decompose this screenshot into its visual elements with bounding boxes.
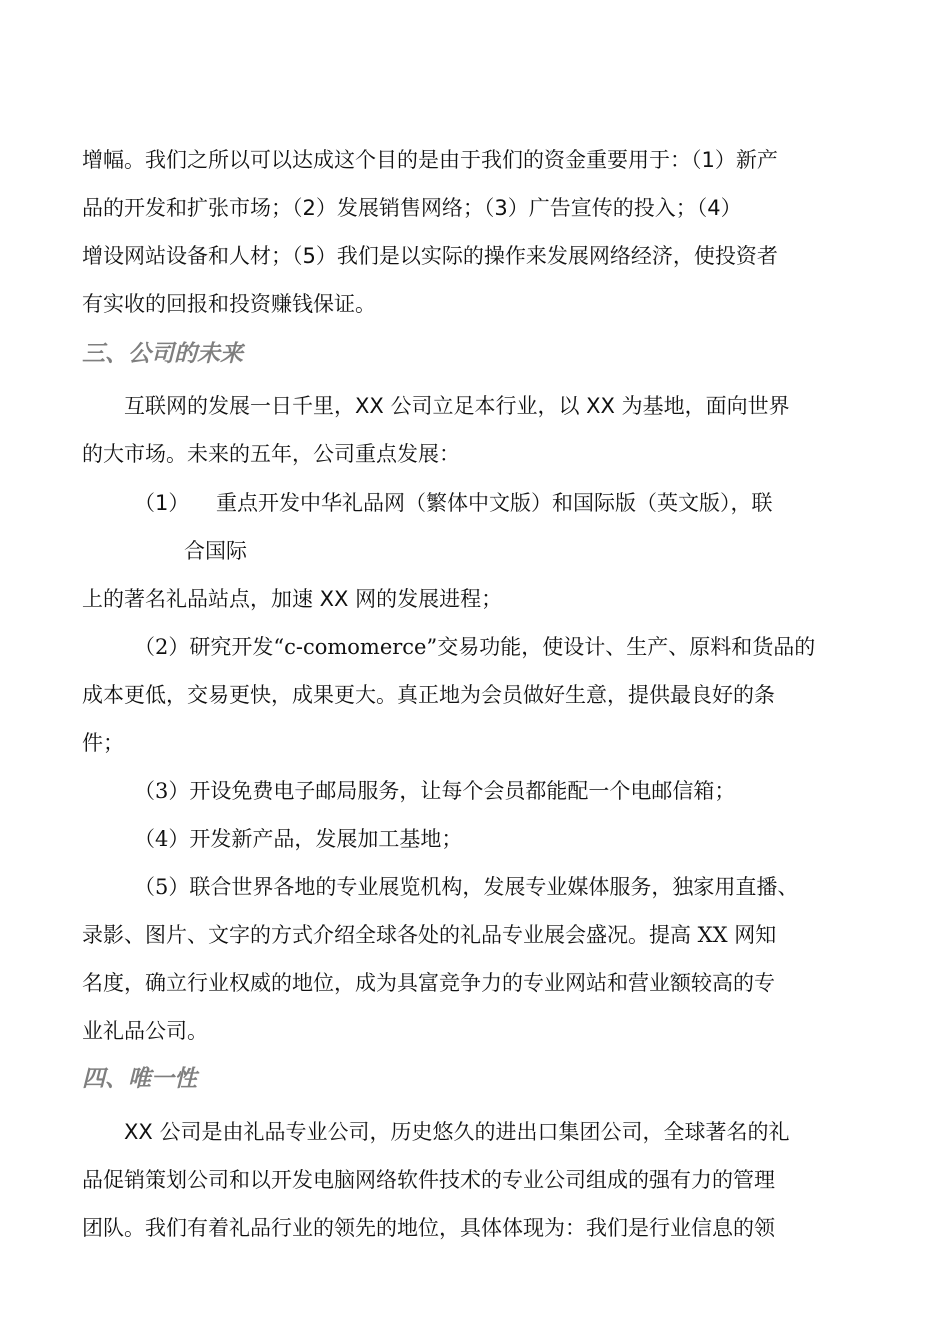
paragraph-line: 上的著名礼品站点，加速 XX 网的发展进程； [82, 587, 503, 611]
paragraph-line: 品的开发和扩张市场；（2）发展销售网络；（3）广告宣传的投入；（4） [82, 196, 742, 220]
section-heading-future: 三、公司的未来 [82, 341, 243, 367]
paragraph-line: 团队。我们有着礼品行业的领先的地位，具体体现为：我们是行业信息的领 [82, 1216, 775, 1240]
paragraph-line: 品促销策划公司和以开发电脑网络软件技术的专业公司组成的强有力的管理 [82, 1168, 775, 1192]
list-item-text: 合国际 [184, 539, 247, 563]
paragraph-line: 的大市场。未来的五年，公司重点发展： [82, 442, 460, 466]
paragraph-line: 有实收的回报和投资赚钱保证。 [82, 292, 376, 316]
paragraph-line: 录影、图片、文字的方式介绍全球各处的礼品专业展会盛况。提高 XX 网知 [82, 923, 777, 947]
section-heading-uniqueness: 四、唯一性 [82, 1066, 197, 1092]
paragraph-line: 互联网的发展一日千里，XX 公司立足本行业，以 XX 为基地，面向世界 [124, 394, 790, 418]
paragraph-line: 增设网站设备和人材；（5）我们是以实际的操作来发展网络经济，使投资者 [82, 244, 778, 268]
list-item-text: （4）开发新产品，发展加工基地； [134, 827, 463, 851]
paragraph-line: 名度，确立行业权威的地位，成为具富竞争力的专业网站和营业额较高的专 [82, 971, 775, 995]
paragraph-line: 业礼品公司。 [82, 1019, 208, 1043]
list-item-text: （5）联合世界各地的专业展览机构，发展专业媒体服务，独家用直播、 [134, 875, 799, 899]
list-item-text: （2）研究开发“c-comomerce”交易功能，使设计、生产、原料和货品的 [134, 635, 816, 659]
paragraph-line: 件； [82, 731, 124, 755]
list-item-text: 重点开发中华礼品网（繁体中文版）和国际版（英文版），联 [216, 491, 773, 515]
paragraph-line: XX 公司是由礼品专业公司，历史悠久的进出口集团公司，全球著名的礼 [124, 1120, 790, 1144]
paragraph-line: 增幅。我们之所以可以达成这个目的是由于我们的资金重要用于：（1）新产 [82, 148, 778, 172]
list-number: （1） [134, 491, 190, 515]
paragraph-line: 成本更低，交易更快，成果更大。真正地为会员做好生意，提供最良好的条 [82, 683, 775, 707]
list-item-text: （3）开设免费电子邮局服务，让每个会员都能配一个电邮信箱； [134, 779, 736, 803]
